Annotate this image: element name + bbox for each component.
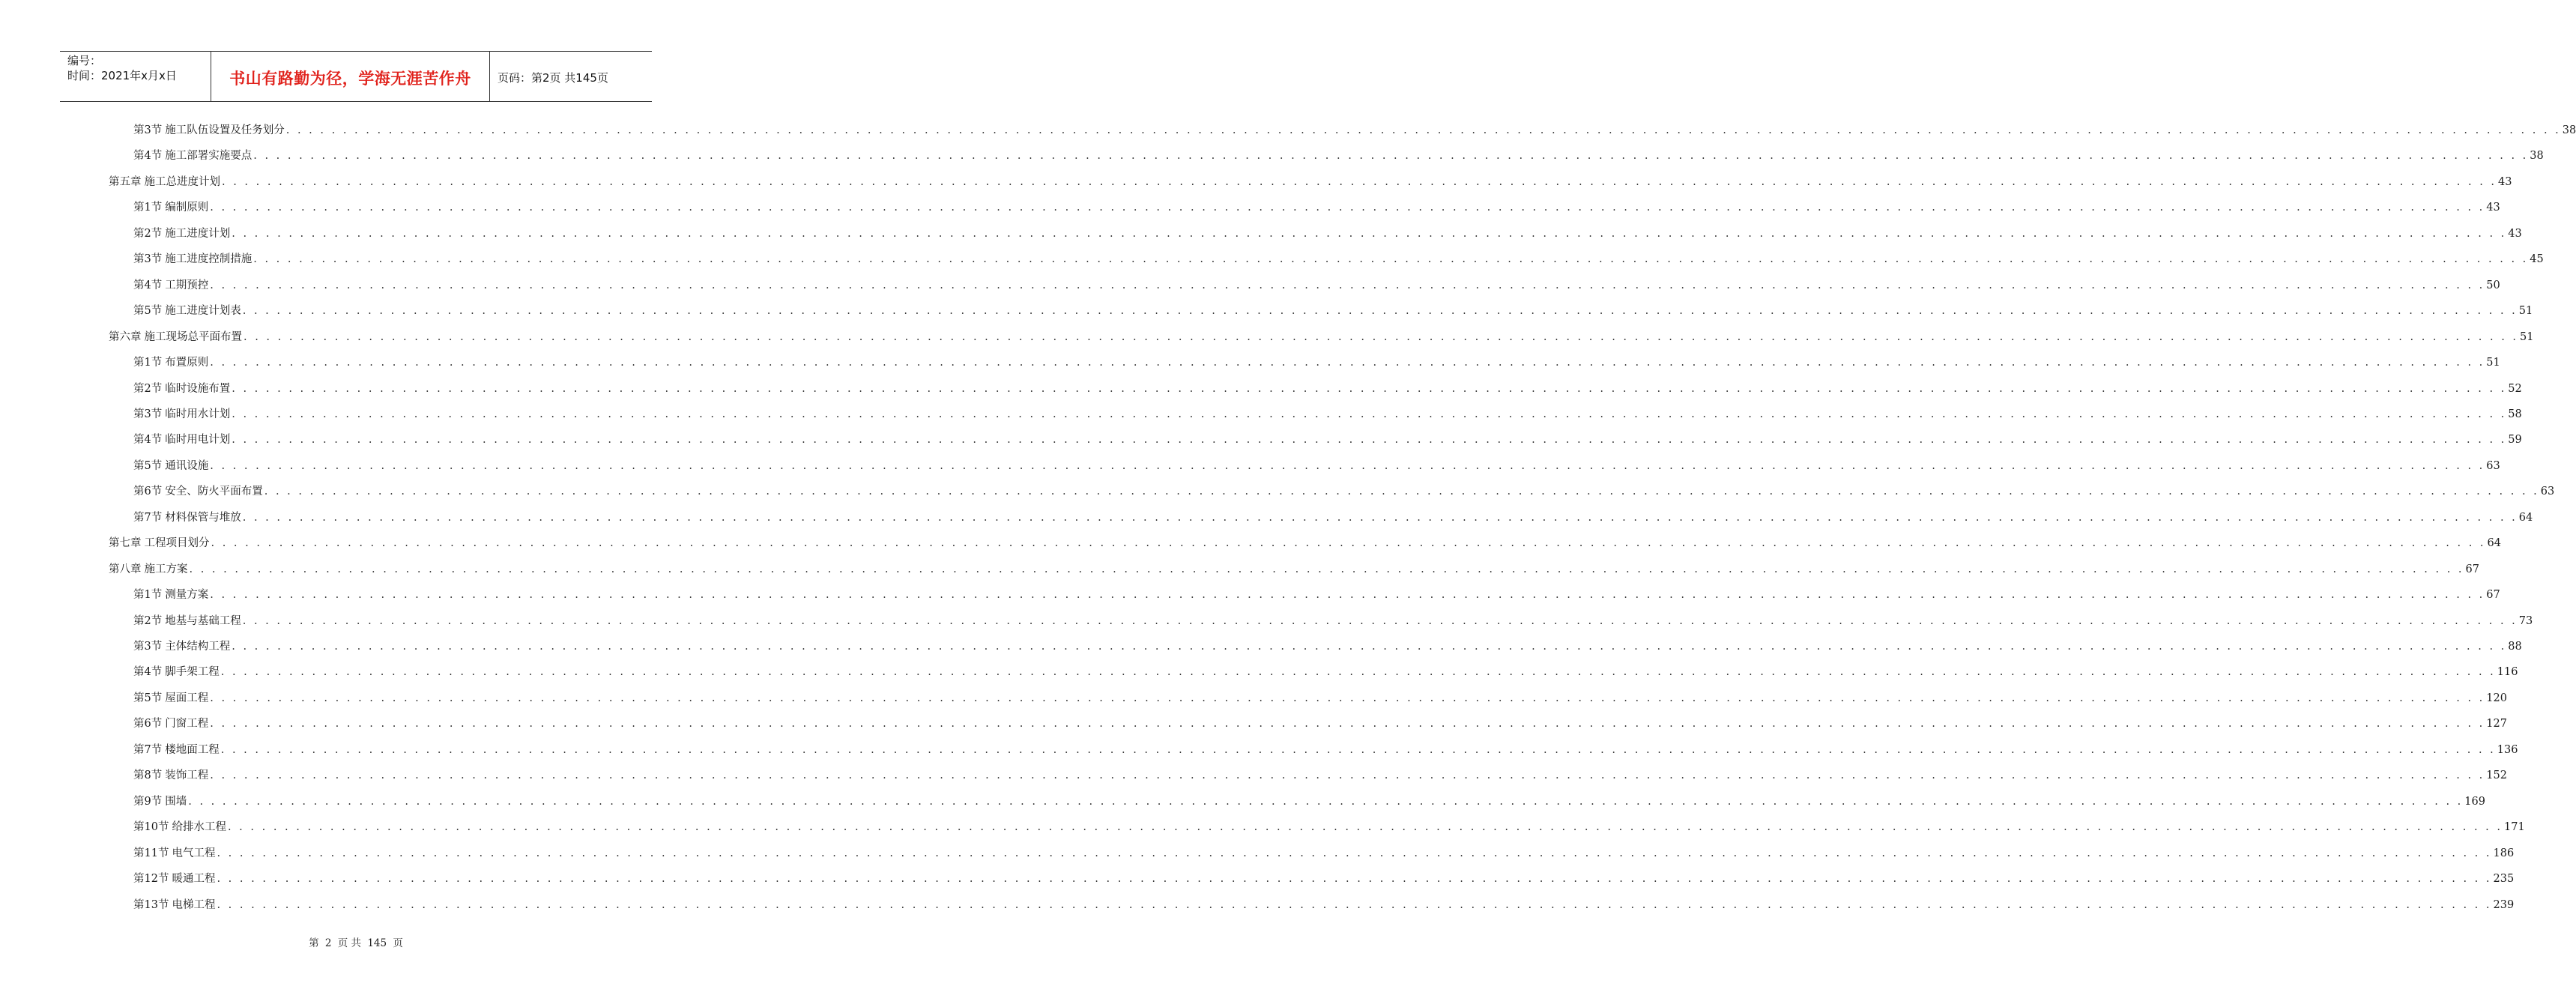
- toc-entry-number: 第11节: [133, 847, 169, 859]
- toc-leader-dots: . . . . . . . . . . . . . . . . . . . . . . . . . . . . . . . . . . . . . . . . . . . . . . . . . . . . . . . . . . . . . . . . . . . . . . . . . . . . . . . . . . . . . . . . . . . . . . . . . . . . . . . . . . . . . . . . . . . . . . . . . . . . . . . . . . . . . . . . . . . . . . . . . . . . . . . . . . . . . . . . . . . . . . . . . . . . . . . . . . . . . . . . . . . . . . . . . . . . . . . .: [227, 821, 2503, 834]
- toc-entry: [109, 533, 2501, 551]
- toc-entry-label: [133, 252, 252, 267]
- toc-entry-label: [133, 614, 241, 629]
- toc-entry-number: 第4节: [133, 666, 163, 679]
- toc-entry-page: 186: [2493, 847, 2515, 859]
- toc-entry: [133, 740, 2518, 757]
- toc-leader-dots: . . . . . . . . . . . . . . . . . . . . . . . . . . . . . . . . . . . . . . . . . . . . . . . . . . . . . . . . . . . . . . . . . . . . . . . . . . . . . . . . . . . . . . . . . . . . . . . . . . . . . . . . . . . . . . . . . . . . . . . . . . . . . . . . . . . . . . . . . . . . . . . . . . . . . . . . . . . . . . . . . . . . . . . . . . . . . . . . . . . . . . . . . . . . . . . . . . . . . . . .: [210, 718, 2485, 731]
- toc-entry-label: [133, 484, 263, 499]
- toc-entry-title: 电气工程: [172, 847, 216, 859]
- toc-entry-title: 给排水工程: [172, 821, 226, 834]
- toc-entry-page: 43: [2508, 227, 2522, 240]
- toc-entry: [109, 327, 2534, 345]
- toc-entry: [133, 223, 2522, 241]
- toc-leader-dots: . . . . . . . . . . . . . . . . . . . . . . . . . . . . . . . . . . . . . . . . . . . . . . . . . . . . . . . . . . . . . . . . . . . . . . . . . . . . . . . . . . . . . . . . . . . . . . . . . . . . . . . . . . . . . . . . . . . . . . . . . . . . . . . . . . . . . . . . . . . . . . . . . . . . . . . . . . . . . . . . . . . . . . . . . . . . . . . . . . . . . . . . . . . . . . . . . . . . . . . .: [220, 666, 2496, 679]
- toc-entry-page: 171: [2504, 821, 2525, 834]
- toc-entry: [133, 817, 2525, 835]
- toc-entry-page: 116: [2497, 666, 2518, 679]
- toc-entry-page: 73: [2518, 614, 2533, 627]
- toc-entry-number: 第1节: [133, 589, 163, 602]
- toc-entry: [133, 300, 2533, 318]
- toc-entry-title: 临时用水计划: [165, 408, 231, 420]
- toc-entry-label: [133, 123, 285, 138]
- toc-entry: [133, 662, 2518, 680]
- toc-leader-dots: . . . . . . . . . . . . . . . . . . . . . . . . . . . . . . . . . . . . . . . . . . . . . . . . . . . . . . . . . . . . . . . . . . . . . . . . . . . . . . . . . . . . . . . . . . . . . . . . . . . . . . . . . . . . . . . . . . . . . . . . . . . . . . . . . . . . . . . . . . . . . . . . . . . . . . . . . . . . . . . . . . . . . . . . . . . . . . . . . . . . . . . . . . . . . . . . . . . . . . . .: [210, 692, 2485, 704]
- toc-entry-page: 51: [2518, 305, 2533, 318]
- toc-entry-title: 临时用电计划: [165, 434, 231, 447]
- toc-entry-number: 第8节: [133, 769, 163, 782]
- footer-suffix: 页: [393, 937, 403, 949]
- toc-entry-number: 第1节: [133, 202, 163, 214]
- toc-leader-dots: . . . . . . . . . . . . . . . . . . . . . . . . . . . . . . . . . . . . . . . . . . . . . . . . . . . . . . . . . . . . . . . . . . . . . . . . . . . . . . . . . . . . . . . . . . . . . . . . . . . . . . . . . . . . . . . . . . . . . . . . . . . . . . . . . . . . . . . . . . . . . . . . . . . . . . . . . . . . . . . . . . . . . . . . . . . . . . . . . . . . . . . . . . . . . . . . . . . . . . . .: [253, 150, 2529, 163]
- toc-leader-dots: . . . . . . . . . . . . . . . . . . . . . . . . . . . . . . . . . . . . . . . . . . . . . . . . . . . . . . . . . . . . . . . . . . . . . . . . . . . . . . . . . . . . . . . . . . . . . . . . . . . . . . . . . . . . . . . . . . . . . . . . . . . . . . . . . . . . . . . . . . . . . . . . . . . . . . . . . . . . . . . . . . . . . . . . . . . . . . . . . . . . . . . . . . . . . . . . . . . . . . . .: [211, 537, 2486, 550]
- toc-entry-label: [133, 871, 215, 886]
- toc-entry-page: 127: [2486, 718, 2507, 731]
- toc-entry-title: 装饰工程: [165, 769, 209, 782]
- toc-entry-title: 工期预控: [165, 279, 209, 291]
- toc-entry-label: [133, 768, 208, 783]
- toc-entry-number: 第3节: [133, 253, 163, 266]
- toc-entry-label: [133, 898, 215, 913]
- toc-entry: [133, 120, 2576, 138]
- footer-current-page: 2: [324, 937, 332, 949]
- toc-leader-dots: . . . . . . . . . . . . . . . . . . . . . . . . . . . . . . . . . . . . . . . . . . . . . . . . . . . . . . . . . . . . . . . . . . . . . . . . . . . . . . . . . . . . . . . . . . . . . . . . . . . . . . . . . . . . . . . . . . . . . . . . . . . . . . . . . . . . . . . . . . . . . . . . . . . . . . . . . . . . . . . . . . . . . . . . . . . . . . . . . . . . . . . . . . . . . . . . . . . . . . . .: [210, 279, 2485, 291]
- toc-entry-label: [133, 226, 230, 241]
- toc-entry-page: 52: [2508, 382, 2522, 395]
- toc-entry-label: [133, 407, 230, 422]
- toc-entry-page: 63: [2486, 459, 2500, 472]
- toc-entry: [133, 713, 2507, 731]
- toc-entry-title: 施工进度计划: [165, 227, 231, 240]
- toc-entry: [133, 429, 2522, 447]
- toc-leader-dots: . . . . . . . . . . . . . . . . . . . . . . . . . . . . . . . . . . . . . . . . . . . . . . . . . . . . . . . . . . . . . . . . . . . . . . . . . . . . . . . . . . . . . . . . . . . . . . . . . . . . . . . . . . . . . . . . . . . . . . . . . . . . . . . . . . . . . . . . . . . . . . . . . . . . . . . . . . . . . . . . . . . . . . . . . . . . . . . . . . . . . . . . . . . . . . . . . . . . . . . .: [232, 434, 2507, 447]
- toc-entry: [133, 404, 2522, 422]
- page-footer: [0, 934, 712, 949]
- toc-entry: [133, 378, 2522, 396]
- toc-entry-title: 脚手架工程: [165, 666, 220, 679]
- toc-entry-title: 施工总进度计划: [144, 175, 220, 188]
- toc-entry-title: 门窗工程: [165, 718, 209, 731]
- toc-entry-label: [133, 639, 230, 654]
- toc-entry: [133, 249, 2544, 267]
- document-number-label: 编号：: [67, 54, 102, 67]
- toc-entry-page: 136: [2497, 743, 2518, 756]
- toc-entry-page: 58: [2508, 408, 2522, 420]
- toc-entry-label: [133, 665, 220, 680]
- toc-entry-page: 50: [2486, 279, 2500, 291]
- toc-leader-dots: . . . . . . . . . . . . . . . . . . . . . . . . . . . . . . . . . . . . . . . . . . . . . . . . . . . . . . . . . . . . . . . . . . . . . . . . . . . . . . . . . . . . . . . . . . . . . . . . . . . . . . . . . . . . . . . . . . . . . . . . . . . . . . . . . . . . . . . . . . . . . . . . . . . . . . . . . . . . . . . . . . . . . . . . . . . . . . . . . . . . . . . . . . . . . . . . . . . . . . . .: [242, 305, 2518, 318]
- footer-total-pages: 145: [367, 937, 387, 949]
- toc-entry-title: 电梯工程: [172, 898, 216, 911]
- header-motto: 书山有路勤为径，学海无涯苦作舟: [211, 52, 490, 101]
- toc-entry-number: 第2节: [133, 614, 163, 627]
- toc-leader-dots: . . . . . . . . . . . . . . . . . . . . . . . . . . . . . . . . . . . . . . . . . . . . . . . . . . . . . . . . . . . . . . . . . . . . . . . . . . . . . . . . . . . . . . . . . . . . . . . . . . . . . . . . . . . . . . . . . . . . . . . . . . . . . . . . . . . . . . . . . . . . . . . . . . . . . . . . . . . . . . . . . . . . . . . . . . . . . . . . . . . . . . . . . . . . . . . . . . . . . . . .: [210, 202, 2485, 214]
- toc-entry-number: 第5节: [133, 459, 163, 472]
- toc-entry-title: 施工进度控制措施: [165, 253, 253, 266]
- toc-entry-number: 第13节: [133, 898, 169, 911]
- toc-leader-dots: . . . . . . . . . . . . . . . . . . . . . . . . . . . . . . . . . . . . . . . . . . . . . . . . . . . . . . . . . . . . . . . . . . . . . . . . . . . . . . . . . . . . . . . . . . . . . . . . . . . . . . . . . . . . . . . . . . . . . . . . . . . . . . . . . . . . . . . . . . . . . . . . . . . . . . . . . . . . . . . . . . . . . . . . . . . . . . . . . . . . . . . . . . . . . . . . . . . . . . . .: [264, 486, 2539, 498]
- toc-leader-dots: . . . . . . . . . . . . . . . . . . . . . . . . . . . . . . . . . . . . . . . . . . . . . . . . . . . . . . . . . . . . . . . . . . . . . . . . . . . . . . . . . . . . . . . . . . . . . . . . . . . . . . . . . . . . . . . . . . . . . . . . . . . . . . . . . . . . . . . . . . . . . . . . . . . . . . . . . . . . . . . . . . . . . . . . . . . . . . . . . . . . . . . . . . . . . . . . . . . . . . . .: [232, 382, 2507, 395]
- toc-entry-title: 安全、防火平面布置: [165, 486, 263, 498]
- toc-entry-title: 施工队伍设置及任务划分: [165, 124, 285, 136]
- toc-entry: [133, 895, 2515, 913]
- toc-entry-page: 43: [2498, 175, 2512, 188]
- toc-leader-dots: . . . . . . . . . . . . . . . . . . . . . . . . . . . . . . . . . . . . . . . . . . . . . . . . . . . . . . . . . . . . . . . . . . . . . . . . . . . . . . . . . . . . . . . . . . . . . . . . . . . . . . . . . . . . . . . . . . . . . . . . . . . . . . . . . . . . . . . . . . . . . . . . . . . . . . . . . . . . . . . . . . . . . . . . . . . . . . . . . . . . . . . . . . . . . . . . . . . . . . . .: [232, 227, 2507, 240]
- toc-entry-label: [133, 743, 220, 757]
- toc-leader-dots: . . . . . . . . . . . . . . . . . . . . . . . . . . . . . . . . . . . . . . . . . . . . . . . . . . . . . . . . . . . . . . . . . . . . . . . . . . . . . . . . . . . . . . . . . . . . . . . . . . . . . . . . . . . . . . . . . . . . . . . . . . . . . . . . . . . . . . . . . . . . . . . . . . . . . . . . . . . . . . . . . . . . . . . . . . . . . . . . . . . . . . . . . . . . . . . . . . . . . . . .: [242, 511, 2518, 524]
- toc-entry-number: 第6节: [133, 486, 163, 498]
- toc-leader-dots: . . . . . . . . . . . . . . . . . . . . . . . . . . . . . . . . . . . . . . . . . . . . . . . . . . . . . . . . . . . . . . . . . . . . . . . . . . . . . . . . . . . . . . . . . . . . . . . . . . . . . . . . . . . . . . . . . . . . . . . . . . . . . . . . . . . . . . . . . . . . . . . . . . . . . . . . . . . . . . . . . . . . . . . . . . . . . . . . . . . . . . . . . . . . . . . . . . . . . . . .: [217, 898, 2492, 911]
- toc-entry-label: [109, 175, 220, 190]
- toc-entry-label: [133, 432, 230, 447]
- toc-leader-dots: . . . . . . . . . . . . . . . . . . . . . . . . . . . . . . . . . . . . . . . . . . . . . . . . . . . . . . . . . . . . . . . . . . . . . . . . . . . . . . . . . . . . . . . . . . . . . . . . . . . . . . . . . . . . . . . . . . . . . . . . . . . . . . . . . . . . . . . . . . . . . . . . . . . . . . . . . . . . . . . . . . . . . . . . . . . . . . . . . . . . . . . . . . . . . . . . . . . . . . . .: [222, 175, 2497, 188]
- toc-entry-title: 测量方案: [165, 589, 209, 602]
- toc-entry-number: 第12节: [133, 873, 169, 886]
- toc-entry-title: 材料保管与堆放: [165, 511, 241, 524]
- toc-entry-page: 59: [2508, 434, 2522, 447]
- toc-entry-label: [109, 536, 210, 551]
- toc-leader-dots: . . . . . . . . . . . . . . . . . . . . . . . . . . . . . . . . . . . . . . . . . . . . . . . . . . . . . . . . . . . . . . . . . . . . . . . . . . . . . . . . . . . . . . . . . . . . . . . . . . . . . . . . . . . . . . . . . . . . . . . . . . . . . . . . . . . . . . . . . . . . . . . . . . . . . . . . . . . . . . . . . . . . . . . . . . . . . . . . . . . . . . . . . . . . . . . . . . . . . . . .: [210, 357, 2485, 369]
- toc-leader-dots: . . . . . . . . . . . . . . . . . . . . . . . . . . . . . . . . . . . . . . . . . . . . . . . . . . . . . . . . . . . . . . . . . . . . . . . . . . . . . . . . . . . . . . . . . . . . . . . . . . . . . . . . . . . . . . . . . . . . . . . . . . . . . . . . . . . . . . . . . . . . . . . . . . . . . . . . . . . . . . . . . . . . . . . . . . . . . . . . . . . . . . . . . . . . . . . . . . . . . . . .: [217, 847, 2492, 859]
- toc-entry-number: 第七章: [109, 537, 142, 550]
- toc-entry-label: [133, 148, 252, 163]
- toc-entry-number: 第6节: [133, 718, 163, 731]
- toc-entry-number: 第3节: [133, 641, 163, 653]
- toc-entry-number: 第3节: [133, 408, 163, 420]
- footer-prefix: 第: [309, 937, 319, 949]
- toc-entry-page: 152: [2486, 769, 2507, 782]
- toc-entry: [133, 275, 2500, 293]
- toc-entry-number: 第9节: [133, 795, 163, 808]
- toc-leader-dots: . . . . . . . . . . . . . . . . . . . . . . . . . . . . . . . . . . . . . . . . . . . . . . . . . . . . . . . . . . . . . . . . . . . . . . . . . . . . . . . . . . . . . . . . . . . . . . . . . . . . . . . . . . . . . . . . . . . . . . . . . . . . . . . . . . . . . . . . . . . . . . . . . . . . . . . . . . . . . . . . . . . . . . . . . . . . . . . . . . . . . . . . . . . . . . . . . . . . . . . .: [253, 253, 2529, 266]
- toc-entry-label: [133, 794, 187, 809]
- toc-entry-title: 施工现场总平面布置: [144, 330, 242, 343]
- toc-entry-number: 第2节: [133, 382, 163, 395]
- toc-entry-page: 67: [2465, 563, 2479, 575]
- toc-entry-title: 地基与基础工程: [165, 614, 241, 627]
- toc-entry-number: 第3节: [133, 124, 163, 136]
- toc-entry-number: 第五章: [109, 175, 142, 188]
- document-time-label: 时间：2021年x月x日: [67, 69, 177, 82]
- toc-entry-page: 38: [2530, 150, 2544, 163]
- toc-entry-label: [109, 330, 242, 345]
- footer-mid: 页 共: [337, 937, 362, 949]
- toc-entry: [133, 197, 2500, 215]
- toc-entry-title: 围墙: [165, 795, 187, 808]
- toc-entry-title: 工程项目划分: [144, 537, 210, 550]
- toc-entry-title: 布置原则: [165, 357, 209, 369]
- toc-leader-dots: . . . . . . . . . . . . . . . . . . . . . . . . . . . . . . . . . . . . . . . . . . . . . . . . . . . . . . . . . . . . . . . . . . . . . . . . . . . . . . . . . . . . . . . . . . . . . . . . . . . . . . . . . . . . . . . . . . . . . . . . . . . . . . . . . . . . . . . . . . . . . . . . . . . . . . . . . . . . . . . . . . . . . . . . . . . . . . . . . . . . . . . . . . . . . . . . . . . . . . . .: [285, 124, 2561, 136]
- toc-entry: [133, 688, 2507, 706]
- toc-leader-dots: . . . . . . . . . . . . . . . . . . . . . . . . . . . . . . . . . . . . . . . . . . . . . . . . . . . . . . . . . . . . . . . . . . . . . . . . . . . . . . . . . . . . . . . . . . . . . . . . . . . . . . . . . . . . . . . . . . . . . . . . . . . . . . . . . . . . . . . . . . . . . . . . . . . . . . . . . . . . . . . . . . . . . . . . . . . . . . . . . . . . . . . . . . . . . . . . . . . . . . . .: [189, 563, 2464, 575]
- toc-entry-number: 第5节: [133, 305, 163, 318]
- toc-entry-page: 64: [2487, 537, 2501, 550]
- toc-entry-number: 第六章: [109, 330, 142, 343]
- toc-entry-number: 第10节: [133, 821, 169, 834]
- toc-entry-number: 第八章: [109, 563, 142, 575]
- toc-entry-label: [109, 562, 188, 577]
- toc-entry-number: 第2节: [133, 227, 163, 240]
- toc-leader-dots: . . . . . . . . . . . . . . . . . . . . . . . . . . . . . . . . . . . . . . . . . . . . . . . . . . . . . . . . . . . . . . . . . . . . . . . . . . . . . . . . . . . . . . . . . . . . . . . . . . . . . . . . . . . . . . . . . . . . . . . . . . . . . . . . . . . . . . . . . . . . . . . . . . . . . . . . . . . . . . . . . . . . . . . . . . . . . . . . . . . . . . . . . . . . . . . . . . . . . . . .: [188, 795, 2464, 808]
- toc-leader-dots: . . . . . . . . . . . . . . . . . . . . . . . . . . . . . . . . . . . . . . . . . . . . . . . . . . . . . . . . . . . . . . . . . . . . . . . . . . . . . . . . . . . . . . . . . . . . . . . . . . . . . . . . . . . . . . . . . . . . . . . . . . . . . . . . . . . . . . . . . . . . . . . . . . . . . . . . . . . . . . . . . . . . . . . . . . . . . . . . . . . . . . . . . . . . . . . . . . . . . . . .: [244, 330, 2519, 343]
- toc-entry: [133, 636, 2522, 654]
- toc-entry-title: 施工方案: [144, 563, 188, 575]
- toc-entry-label: [133, 278, 208, 293]
- toc-entry: [133, 481, 2555, 499]
- toc-entry-number: 第1节: [133, 357, 163, 369]
- toc-entry-page: 51: [2486, 357, 2500, 369]
- toc-entry-number: 第7节: [133, 743, 163, 756]
- toc-entry-number: 第5节: [133, 692, 163, 704]
- toc-entry-title: 编制原则: [165, 202, 209, 214]
- toc-entry-page: 67: [2486, 589, 2500, 602]
- toc-entry: [109, 172, 2512, 190]
- toc-leader-dots: . . . . . . . . . . . . . . . . . . . . . . . . . . . . . . . . . . . . . . . . . . . . . . . . . . . . . . . . . . . . . . . . . . . . . . . . . . . . . . . . . . . . . . . . . . . . . . . . . . . . . . . . . . . . . . . . . . . . . . . . . . . . . . . . . . . . . . . . . . . . . . . . . . . . . . . . . . . . . . . . . . . . . . . . . . . . . . . . . . . . . . . . . . . . . . . . . . . . . . . .: [210, 459, 2485, 472]
- toc-entry-page: 45: [2530, 253, 2544, 266]
- toc-entry: [133, 868, 2515, 886]
- toc-entry: [133, 843, 2515, 861]
- toc-entry-number: 第4节: [133, 279, 163, 291]
- toc-entry-page: 63: [2540, 486, 2555, 498]
- toc-entry: [133, 611, 2533, 629]
- toc-entry: [133, 456, 2500, 474]
- toc-entry-title: 临时设施布置: [165, 382, 231, 395]
- toc-entry-page: 120: [2486, 692, 2507, 704]
- toc-leader-dots: . . . . . . . . . . . . . . . . . . . . . . . . . . . . . . . . . . . . . . . . . . . . . . . . . . . . . . . . . . . . . . . . . . . . . . . . . . . . . . . . . . . . . . . . . . . . . . . . . . . . . . . . . . . . . . . . . . . . . . . . . . . . . . . . . . . . . . . . . . . . . . . . . . . . . . . . . . . . . . . . . . . . . . . . . . . . . . . . . . . . . . . . . . . . . . . . . . . . . . . .: [232, 641, 2507, 653]
- toc-entry-title: 施工进度计划表: [165, 305, 241, 318]
- toc-entry-label: [133, 200, 208, 215]
- toc-entry-number: 第4节: [133, 150, 163, 163]
- toc-entry-title: 屋面工程: [165, 692, 209, 704]
- toc-leader-dots: . . . . . . . . . . . . . . . . . . . . . . . . . . . . . . . . . . . . . . . . . . . . . . . . . . . . . . . . . . . . . . . . . . . . . . . . . . . . . . . . . . . . . . . . . . . . . . . . . . . . . . . . . . . . . . . . . . . . . . . . . . . . . . . . . . . . . . . . . . . . . . . . . . . . . . . . . . . . . . . . . . . . . . . . . . . . . . . . . . . . . . . . . . . . . . . . . . . . . . . .: [232, 408, 2507, 420]
- toc-entry-page: 51: [2520, 330, 2534, 343]
- toc-entry-label: [133, 716, 208, 731]
- header-meta: [60, 52, 211, 101]
- toc-entry-number: 第7节: [133, 511, 163, 524]
- toc-entry-title: 通讯设施: [165, 459, 209, 472]
- toc-entry-page: 239: [2493, 898, 2515, 911]
- toc-entry-title: 暖通工程: [172, 873, 216, 886]
- toc-entry: [133, 791, 2485, 809]
- toc-entry: [109, 559, 2479, 577]
- toc-entry: [133, 507, 2533, 525]
- toc-entry: [133, 584, 2500, 602]
- page-header: [60, 51, 652, 102]
- toc-entry-label: [133, 846, 215, 861]
- toc-entry-label: [133, 510, 241, 525]
- toc-entry-title: 主体结构工程: [165, 641, 231, 653]
- toc-entry-page: 43: [2486, 202, 2500, 214]
- toc-entry-label: [133, 820, 226, 835]
- toc-entry: [133, 145, 2544, 163]
- toc-entry-number: 第4节: [133, 434, 163, 447]
- toc-entry: [133, 352, 2500, 370]
- toc-entry-page: 88: [2508, 641, 2522, 653]
- toc-entry-title: 施工部署实施要点: [165, 150, 253, 163]
- toc-entry-label: [133, 691, 208, 706]
- header-page-info: 页码：第2页 共145页: [498, 70, 608, 85]
- toc-entry-page: 64: [2518, 511, 2533, 524]
- toc-entry-label: [133, 355, 208, 370]
- toc-entry-title: 楼地面工程: [165, 743, 220, 756]
- toc-leader-dots: . . . . . . . . . . . . . . . . . . . . . . . . . . . . . . . . . . . . . . . . . . . . . . . . . . . . . . . . . . . . . . . . . . . . . . . . . . . . . . . . . . . . . . . . . . . . . . . . . . . . . . . . . . . . . . . . . . . . . . . . . . . . . . . . . . . . . . . . . . . . . . . . . . . . . . . . . . . . . . . . . . . . . . . . . . . . . . . . . . . . . . . . . . . . . . . . . . . . . . . .: [210, 769, 2485, 782]
- toc-entry-page: 169: [2464, 795, 2485, 808]
- toc-entry: [133, 765, 2507, 783]
- toc-leader-dots: . . . . . . . . . . . . . . . . . . . . . . . . . . . . . . . . . . . . . . . . . . . . . . . . . . . . . . . . . . . . . . . . . . . . . . . . . . . . . . . . . . . . . . . . . . . . . . . . . . . . . . . . . . . . . . . . . . . . . . . . . . . . . . . . . . . . . . . . . . . . . . . . . . . . . . . . . . . . . . . . . . . . . . . . . . . . . . . . . . . . . . . . . . . . . . . . . . . . . . . .: [242, 614, 2518, 627]
- toc-entry-label: [133, 303, 241, 318]
- toc-leader-dots: . . . . . . . . . . . . . . . . . . . . . . . . . . . . . . . . . . . . . . . . . . . . . . . . . . . . . . . . . . . . . . . . . . . . . . . . . . . . . . . . . . . . . . . . . . . . . . . . . . . . . . . . . . . . . . . . . . . . . . . . . . . . . . . . . . . . . . . . . . . . . . . . . . . . . . . . . . . . . . . . . . . . . . . . . . . . . . . . . . . . . . . . . . . . . . . . . . . . . . . .: [217, 873, 2492, 886]
- toc-entry-label: [133, 587, 208, 602]
- toc-entry-page: 38: [2562, 124, 2576, 136]
- toc-entry-label: [133, 381, 230, 396]
- toc-entry-page: 235: [2493, 873, 2515, 886]
- toc-entry-label: [133, 459, 208, 474]
- toc-leader-dots: . . . . . . . . . . . . . . . . . . . . . . . . . . . . . . . . . . . . . . . . . . . . . . . . . . . . . . . . . . . . . . . . . . . . . . . . . . . . . . . . . . . . . . . . . . . . . . . . . . . . . . . . . . . . . . . . . . . . . . . . . . . . . . . . . . . . . . . . . . . . . . . . . . . . . . . . . . . . . . . . . . . . . . . . . . . . . . . . . . . . . . . . . . . . . . . . . . . . . . . .: [210, 589, 2485, 602]
- toc-leader-dots: . . . . . . . . . . . . . . . . . . . . . . . . . . . . . . . . . . . . . . . . . . . . . . . . . . . . . . . . . . . . . . . . . . . . . . . . . . . . . . . . . . . . . . . . . . . . . . . . . . . . . . . . . . . . . . . . . . . . . . . . . . . . . . . . . . . . . . . . . . . . . . . . . . . . . . . . . . . . . . . . . . . . . . . . . . . . . . . . . . . . . . . . . . . . . . . . . . . . . . . .: [220, 743, 2496, 756]
